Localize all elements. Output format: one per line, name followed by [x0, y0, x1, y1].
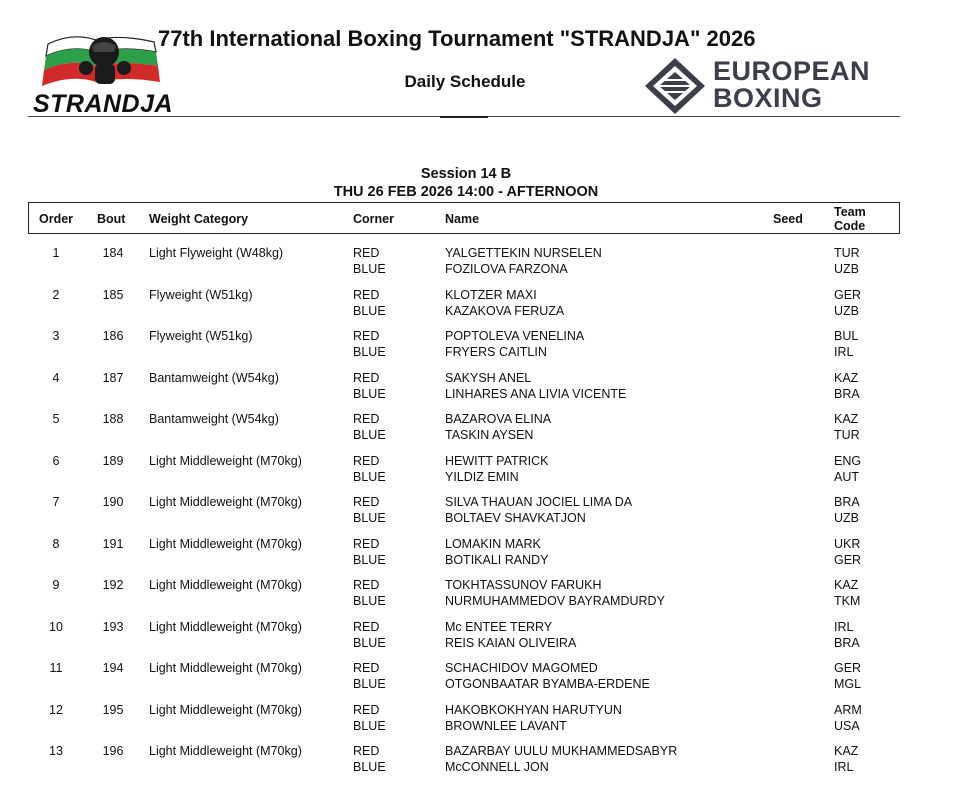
european-boxing-emblem-icon — [643, 56, 707, 116]
bout-number: 190 — [102, 495, 124, 509]
red-boxer-name: TOKHTASSUNOV FARUKH — [445, 578, 602, 592]
table-row — [28, 410, 900, 452]
weight-category: Light Middleweight (M70kg) — [149, 702, 302, 717]
blue-team-code: USA — [834, 718, 860, 733]
bout-order: 9 — [52, 578, 60, 592]
blue-corner-label: BLUE — [353, 552, 386, 567]
bout-order: 10 — [49, 619, 63, 634]
blue-corner-label: BLUE — [353, 303, 386, 318]
boxer-flag-icon — [42, 30, 164, 92]
red-corner-label: RED — [353, 619, 380, 634]
red-corner-label: RED — [353, 246, 380, 260]
red-corner-label: RED — [353, 495, 380, 509]
blue-team-code: UZB — [834, 303, 859, 318]
red-corner-label: RED — [353, 370, 380, 385]
blue-corner-label: BLUE — [353, 635, 386, 650]
red-corner-label: RED — [353, 412, 380, 426]
weight-category: Light Middleweight (M70kg) — [149, 536, 302, 551]
header-bout: Bout — [97, 212, 126, 226]
red-team-code: KAZ — [834, 744, 859, 758]
red-boxer-name: SCHACHIDOV MAGOMED — [445, 661, 598, 675]
blue-boxer-name: LINHARES ANA LIVIA VICENTE — [445, 386, 627, 401]
table-row — [28, 535, 900, 577]
red-corner-label: RED — [353, 453, 380, 468]
red-team-code: BUL — [834, 329, 859, 343]
header-team-line1: Team — [834, 205, 866, 219]
weight-category: Bantamweight (W54kg) — [149, 412, 279, 426]
blue-corner-label: BLUE — [353, 594, 386, 608]
red-boxer-name: SILVA THAUAN JOCIEL LIMA DA — [445, 495, 633, 509]
blue-team-code: BRA — [834, 386, 860, 401]
blue-boxer-name: OTGONBAATAR BYAMBA-ERDENE — [445, 677, 650, 691]
red-boxer-name: BAZARBAY UULU MUKHAMMEDSABYR — [445, 744, 678, 758]
bout-number: 185 — [102, 287, 124, 302]
bout-number: 186 — [102, 329, 124, 343]
weight-category: Flyweight (W51kg) — [149, 329, 253, 343]
bout-number: 194 — [102, 661, 124, 675]
bout-order: 7 — [52, 495, 60, 509]
red-boxer-name: Mc ENTEE TERRY — [445, 619, 553, 634]
red-corner-label: RED — [353, 287, 380, 302]
bout-number: 184 — [102, 246, 124, 260]
logo-line-boxing: BOXING — [713, 83, 823, 113]
weight-category: Light Middleweight (M70kg) — [149, 578, 302, 592]
bout-order: 12 — [49, 702, 63, 717]
bout-number: 187 — [102, 370, 124, 385]
bout-number: 195 — [102, 702, 124, 717]
table-row — [28, 452, 900, 494]
red-boxer-name: HEWITT PATRICK — [445, 453, 549, 468]
session-heading — [0, 165, 932, 201]
table-row — [28, 742, 900, 784]
blue-boxer-name: REIS KAIAN OLIVEIRA — [445, 635, 577, 650]
bout-order: 4 — [52, 370, 60, 385]
red-team-code: UKR — [834, 536, 861, 551]
blue-boxer-name: KAZAKOVA FERUZA — [445, 303, 565, 318]
red-team-code: IRL — [834, 619, 854, 634]
bout-order: 13 — [49, 744, 63, 758]
bout-order: 2 — [52, 287, 60, 302]
header-weight-category: Weight Category — [149, 212, 249, 226]
page-subtitle: Daily Schedule — [404, 72, 526, 91]
table-row — [28, 286, 900, 328]
red-corner-label: RED — [353, 578, 380, 592]
blue-team-code: TUR — [834, 428, 860, 442]
bout-order: 6 — [52, 453, 60, 468]
weight-category: Light Middleweight (M70kg) — [149, 453, 302, 468]
weight-category: Light Middleweight (M70kg) — [149, 661, 302, 675]
blue-boxer-name: NURMUHAMMEDOV BAYRAMDURDY — [445, 594, 665, 608]
table-row — [28, 701, 900, 743]
table-row — [28, 327, 900, 369]
red-boxer-name: BAZAROVA ELINA — [445, 412, 552, 426]
blue-boxer-name: FOZILOVA FARZONA — [445, 262, 568, 276]
table-row — [28, 493, 900, 535]
red-boxer-name: HAKOBKOKHYAN HARUTYUN — [445, 702, 622, 717]
blue-corner-label: BLUE — [353, 428, 386, 442]
red-team-code: GER — [834, 661, 862, 675]
bout-order: 1 — [52, 246, 60, 260]
bout-number: 196 — [102, 744, 124, 758]
logo-line-european: EUROPEAN — [713, 56, 871, 86]
session-name: Session 14 B — [420, 166, 512, 182]
table-row — [28, 244, 900, 286]
blue-boxer-name: YILDIZ EMIN — [445, 469, 519, 484]
blue-corner-label: BLUE — [353, 386, 386, 401]
blue-team-code: AUT — [834, 469, 859, 484]
red-boxer-name: YALGETTEKIN NURSELEN — [445, 246, 602, 260]
red-team-code: BRA — [834, 495, 860, 509]
red-corner-label: RED — [353, 661, 380, 675]
red-corner-label: RED — [353, 744, 380, 758]
strandja-logo-text: STRANDJA — [32, 90, 174, 118]
header-team-line2: Code — [834, 219, 866, 233]
blue-team-code: BRA — [834, 635, 860, 650]
header-corner: Corner — [353, 212, 394, 226]
red-team-code: KAZ — [834, 578, 859, 592]
header-team-code — [834, 205, 866, 233]
red-boxer-name: SAKYSH ANEL — [445, 370, 532, 385]
blue-team-code: UZB — [834, 262, 859, 276]
blue-team-code: UZB — [834, 511, 859, 525]
page-header — [0, 0, 966, 120]
blue-team-code: IRL — [834, 760, 854, 774]
bout-number: 192 — [102, 578, 124, 592]
blue-team-code: TKM — [834, 594, 861, 608]
red-team-code: KAZ — [834, 412, 859, 426]
bout-number: 188 — [102, 412, 124, 426]
blue-corner-label: BLUE — [353, 262, 386, 276]
table-row — [28, 618, 900, 660]
blue-corner-label: BLUE — [353, 469, 386, 484]
bout-order: 5 — [52, 412, 60, 426]
header-seed: Seed — [773, 212, 803, 226]
red-team-code: ARM — [834, 702, 862, 717]
red-corner-label: RED — [353, 329, 380, 343]
bout-number: 191 — [102, 536, 124, 551]
table-row — [28, 659, 900, 701]
blue-boxer-name: TASKIN AYSEN — [445, 428, 534, 442]
european-boxing-logo — [643, 56, 908, 116]
blue-corner-label: BLUE — [353, 677, 386, 691]
weight-category: Flyweight (W51kg) — [149, 287, 253, 302]
blue-boxer-name: BOTIKALI RANDY — [445, 552, 549, 567]
weight-category: Light Middleweight (M70kg) — [149, 744, 302, 758]
blue-boxer-name: FRYERS CAITLIN — [445, 345, 547, 359]
blue-boxer-name: McCONNELL JON — [445, 760, 549, 774]
table-row — [28, 369, 900, 411]
schedule-table-body — [28, 244, 900, 784]
weight-category: Light Middleweight (M70kg) — [149, 495, 302, 509]
table-row — [28, 576, 900, 618]
bout-number: 189 — [102, 453, 124, 468]
header-divider-accent — [440, 116, 488, 118]
blue-boxer-name: BROWNLEE LAVANT — [445, 718, 567, 733]
european-boxing-logo-text — [713, 58, 870, 112]
bout-order: 8 — [52, 536, 60, 551]
header-name: Name — [445, 212, 480, 226]
header-order: Order — [39, 212, 74, 226]
red-team-code: KAZ — [834, 370, 859, 385]
weight-category: Bantamweight (W54kg) — [149, 370, 279, 385]
red-team-code: GER — [834, 287, 862, 302]
weight-category: Light Middleweight (M70kg) — [149, 619, 302, 634]
red-corner-label: RED — [353, 702, 380, 717]
table-header — [28, 202, 900, 234]
blue-team-code: GER — [834, 552, 862, 567]
red-team-code: TUR — [834, 246, 860, 260]
blue-corner-label: BLUE — [353, 345, 386, 359]
bout-order: 11 — [49, 661, 63, 675]
red-corner-label: RED — [353, 536, 380, 551]
blue-boxer-name: BOLTAEV SHAVKATJON — [445, 511, 586, 525]
strandja-logo — [28, 30, 178, 122]
red-team-code: ENG — [834, 453, 862, 468]
red-boxer-name: KLOTZER MAXI — [445, 287, 537, 302]
page-title: 77th International Boxing Tournament "STRANDJA" 2026 — [158, 26, 756, 51]
blue-corner-label: BLUE — [353, 718, 386, 733]
red-boxer-name: POPTOLEVA VENELINA — [445, 329, 585, 343]
red-boxer-name: LOMAKIN MARK — [445, 536, 541, 551]
weight-category: Light Flyweight (W48kg) — [149, 246, 284, 260]
blue-team-code: MGL — [834, 677, 862, 691]
blue-team-code: IRL — [834, 345, 854, 359]
blue-corner-label: BLUE — [353, 760, 386, 774]
bout-number: 193 — [102, 619, 124, 634]
bout-order: 3 — [52, 329, 60, 343]
session-datetime: THU 26 FEB 2026 14:00 - AFTERNOON — [333, 184, 599, 200]
blue-corner-label: BLUE — [353, 511, 386, 525]
